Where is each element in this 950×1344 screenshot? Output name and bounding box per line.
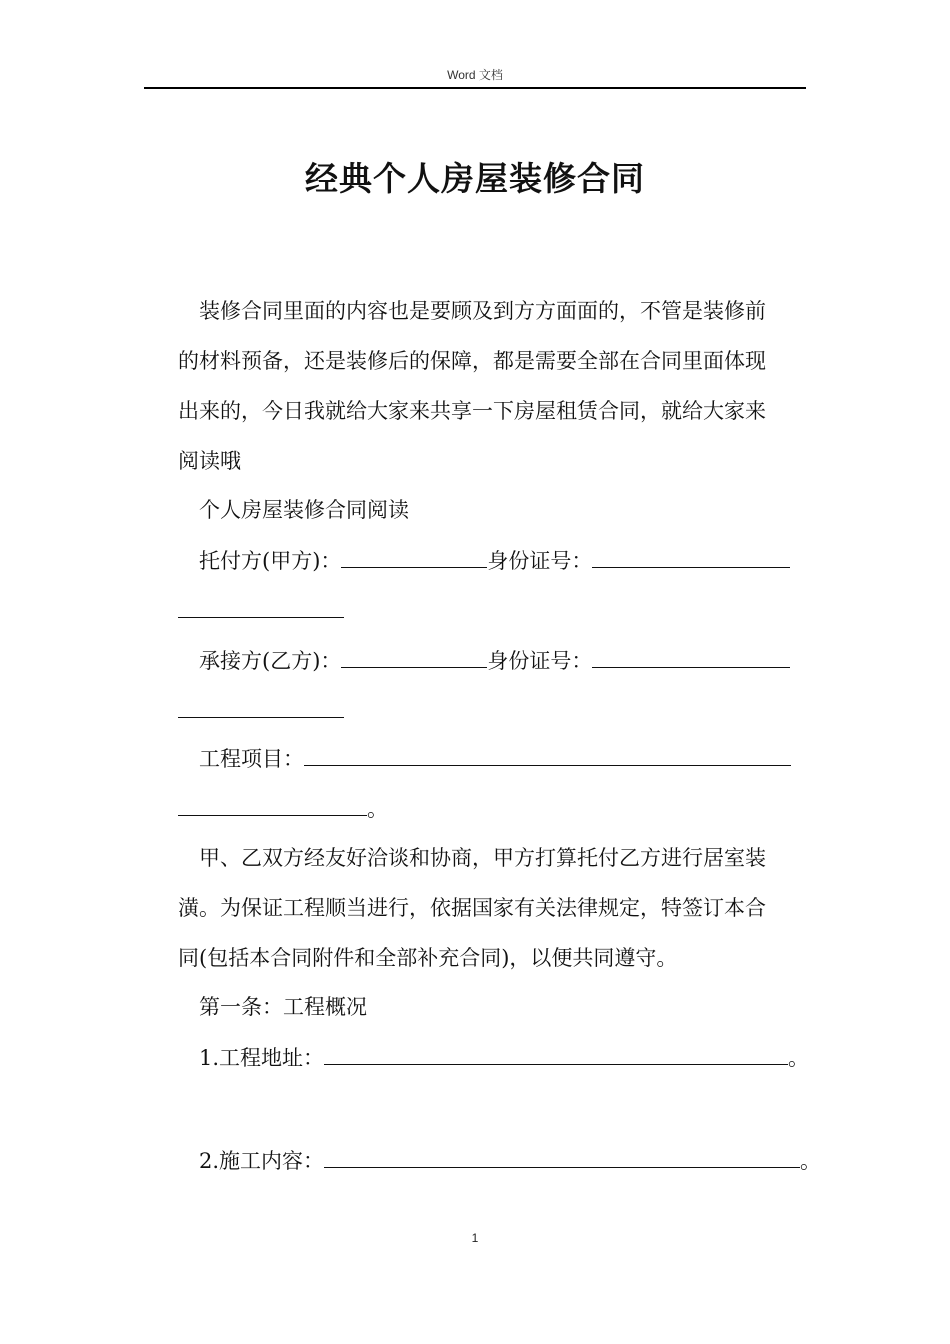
article-1-heading: 第一条：工程概况 xyxy=(199,995,367,1019)
party-a-label: 托付方(甲方)： xyxy=(199,549,342,573)
project-blank-continued[interactable] xyxy=(178,793,367,816)
party-b-id-label: 身份证号： xyxy=(487,649,593,673)
intro-line-1: 装修合同里面的内容也是要顾及到方方面面的，不管是装修前 xyxy=(199,299,766,323)
section-subtitle: 个人房屋装修合同阅读 xyxy=(199,498,409,522)
item-2-row xyxy=(199,1145,839,1176)
party-b-id-blank-continued[interactable] xyxy=(178,695,344,718)
item-2-end-mark: 。 xyxy=(800,1149,822,1173)
party-b-label: 承接方(乙方)： xyxy=(199,649,342,673)
intro-line-4: 阅读哦 xyxy=(178,449,241,473)
work-address-blank[interactable] xyxy=(324,1042,788,1065)
item-2-label: 2.施工内容： xyxy=(199,1149,325,1173)
item-1-row xyxy=(199,1042,839,1073)
page-header: Word 文档 xyxy=(447,68,503,82)
project-row xyxy=(199,743,839,774)
intro-line-2: 的材料预备，还是装修后的保障，都是需要全部在合同里面体现 xyxy=(178,349,766,373)
item-1-label: 1.工程地址： xyxy=(199,1046,325,1070)
party-a-row xyxy=(199,545,839,576)
header-divider xyxy=(144,87,806,89)
project-end-mark: 。 xyxy=(367,797,388,821)
document-title: 经典个人房屋装修合同 xyxy=(305,159,645,198)
agreement-line-2: 潢。为保证工程顺当进行，依据国家有关法律规定，特签订本合 xyxy=(178,896,766,920)
agreement-line-3: 同(包括本合同附件和全部补充合同)，以便共同遵守。 xyxy=(178,946,678,970)
agreement-line-1: 甲、乙双方经友好洽谈和协商，甲方打算托付乙方进行居室装 xyxy=(199,846,766,870)
intro-line-3: 出来的，今日我就给大家来共享一下房屋租赁合同，就给大家来 xyxy=(178,399,766,423)
party-a-id-label: 身份证号： xyxy=(487,549,593,573)
page-number: 1 xyxy=(471,1231,479,1245)
party-a-name-blank[interactable] xyxy=(341,545,487,568)
project-continuation xyxy=(178,793,818,824)
project-blank[interactable] xyxy=(304,743,791,766)
party-b-row xyxy=(199,645,839,676)
project-label: 工程项目： xyxy=(199,747,304,771)
party-a-id-blank[interactable] xyxy=(592,545,790,568)
item-1-end-mark: 。 xyxy=(788,1046,810,1070)
party-b-continuation xyxy=(178,695,818,726)
party-b-id-blank[interactable] xyxy=(592,645,790,668)
work-content-blank[interactable] xyxy=(324,1145,800,1168)
party-a-id-blank-continued[interactable] xyxy=(178,595,344,618)
party-a-continuation xyxy=(178,595,818,626)
party-b-name-blank[interactable] xyxy=(341,645,487,668)
